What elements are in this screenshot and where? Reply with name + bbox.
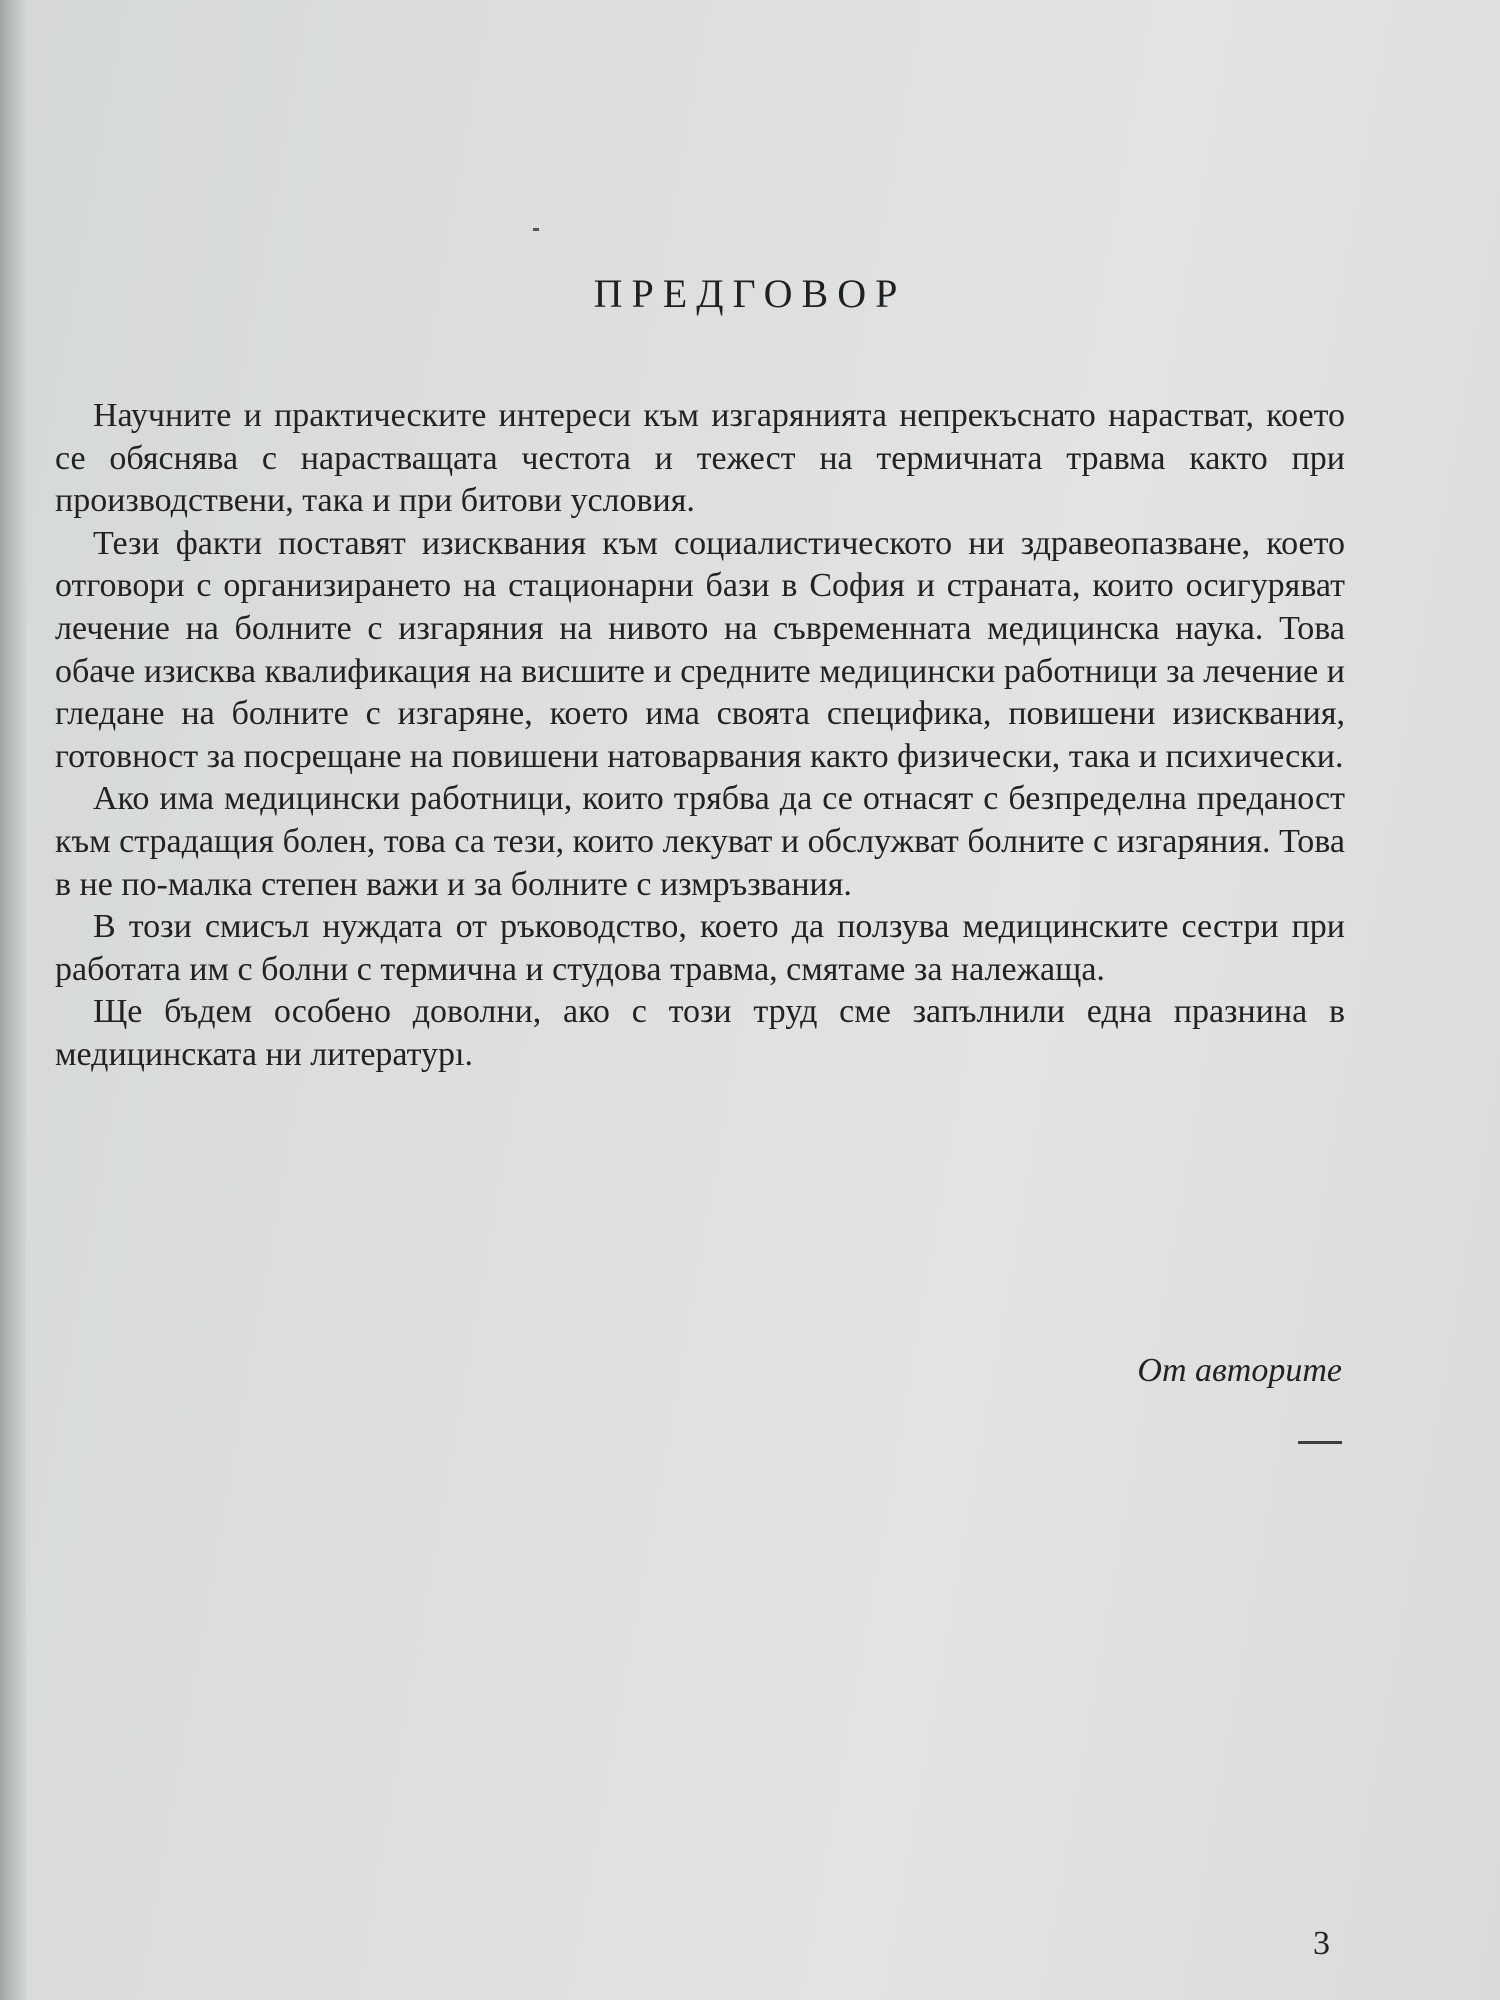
paragraph: Тези факти поставят изисквания към социалистическото ни здравеопазване, което отговори с организирането на стационарни бази в София и страната, които осигуряват лечение на болните с изгаряния на нивото на съвременната медицинска наука. Това обаче изисква квалификация на висшите и средните медицински работници за лечение и гледане на болните с изгаряне, което има своята специфика, повишени изисквания, готовност за посрещане на повишени натоварвания както физически, така и психически.: [55, 524, 1345, 775]
print-speck: [533, 228, 539, 231]
paragraph: Научните и практическите интереси към изгарянията непрекъснато нарастват, което се обяснява с нарастващата честота и тежест на термичната травма както при производствени, така и при битови условия.: [55, 397, 1345, 520]
page-title: ПРЕДГОВОР: [593, 271, 907, 316]
preface-body: [55, 395, 1345, 1077]
signature: От авторите: [1137, 1352, 1342, 1389]
closing-dash: [1298, 1441, 1342, 1444]
paragraph: Ще бъдем особено доволни, ако с този труд сме запълнили една празнина в медицинската ни литературı.: [55, 993, 1345, 1073]
paragraph: Ако има медицински работници, които трябва да се отнасят с безпределна преданост към страдащия болен, това са тези, които лекуват и обслужват болните с изгаряния. Това в не по-малка степен важи и за болните с измръзвания.: [55, 780, 1345, 903]
page-number: 3: [1313, 1925, 1330, 1962]
paragraph: В този смисъл нуждата от ръководство, което да ползува медицинските сестри при работата им с болни с термична и студова травма, смятаме за належаща.: [55, 908, 1345, 988]
